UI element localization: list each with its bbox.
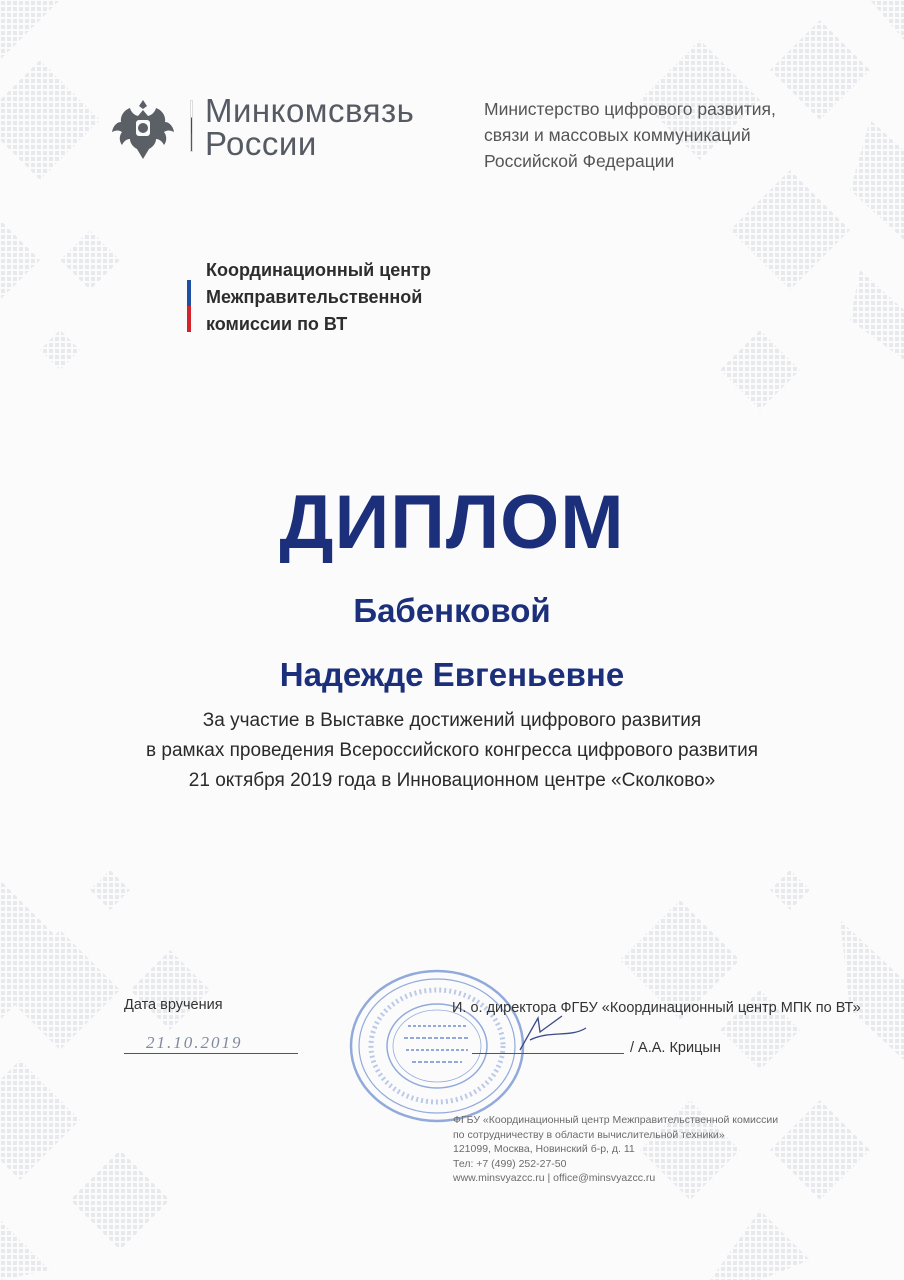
ministry-line-1: Министерство цифрового развития,: [484, 99, 776, 119]
double-headed-eagle-icon: [108, 94, 178, 164]
footer-phone: Тел: +7 (499) 252-27-50: [453, 1157, 567, 1170]
organization-footer: [453, 1113, 778, 1186]
director-title: И. о. директора ФГБУ «Координационный центр МПК по ВТ»: [452, 1000, 861, 1016]
ministry-line-3: Российской Федерации: [484, 151, 675, 171]
coordination-center-name: [206, 257, 431, 338]
center-flag-bar: [187, 280, 191, 332]
logo-line-2: России: [205, 125, 317, 162]
reason-line-1: За участие в Выставке достижений цифрового развития: [202, 710, 702, 731]
award-reason: [0, 706, 904, 796]
footer-web-email: www.minsvyazcc.ru | office@minsvyazcc.ru: [453, 1172, 656, 1184]
flag-bar: [190, 100, 193, 152]
ministry-logo-text: [205, 94, 414, 160]
reason-line-3: 21 октября 2019 года в Инновационном центре «Сколково»: [188, 770, 716, 791]
signature-underline: [472, 1053, 624, 1054]
date-underline: [124, 1053, 298, 1054]
signer-name: / А.А. Крицын: [630, 1040, 721, 1056]
date-label: Дата вручения: [124, 997, 223, 1013]
ministry-line-2: связи и массовых коммуникаций: [484, 125, 751, 145]
footer-address: 121099, Москва, Новинский б-р, д. 11: [453, 1143, 635, 1155]
footer-line-2: по сотрудничеству в области вычислительной техники»: [453, 1128, 725, 1141]
center-line-3: комиссии по ВТ: [206, 314, 348, 334]
ministry-full-name: [484, 96, 776, 174]
footer-line-1: ФГБУ «Координационный центр Межправительственной комиссии: [453, 1114, 779, 1126]
center-line-1: Координационный центр: [206, 260, 431, 280]
logo-line-1: Минкомсвязь: [205, 92, 415, 129]
reason-line-2: в рамках проведения Всероссийского конгресса цифрового развития: [146, 740, 758, 761]
recipient-name: Надежде Евгеньевне: [279, 656, 625, 693]
recipient-surname: Бабенковой: [353, 592, 551, 629]
date-handwritten: 21.10.2019: [146, 1033, 243, 1052]
diploma-title: ДИПЛОМ: [279, 480, 625, 565]
center-line-2: Межправительственной: [206, 287, 423, 307]
